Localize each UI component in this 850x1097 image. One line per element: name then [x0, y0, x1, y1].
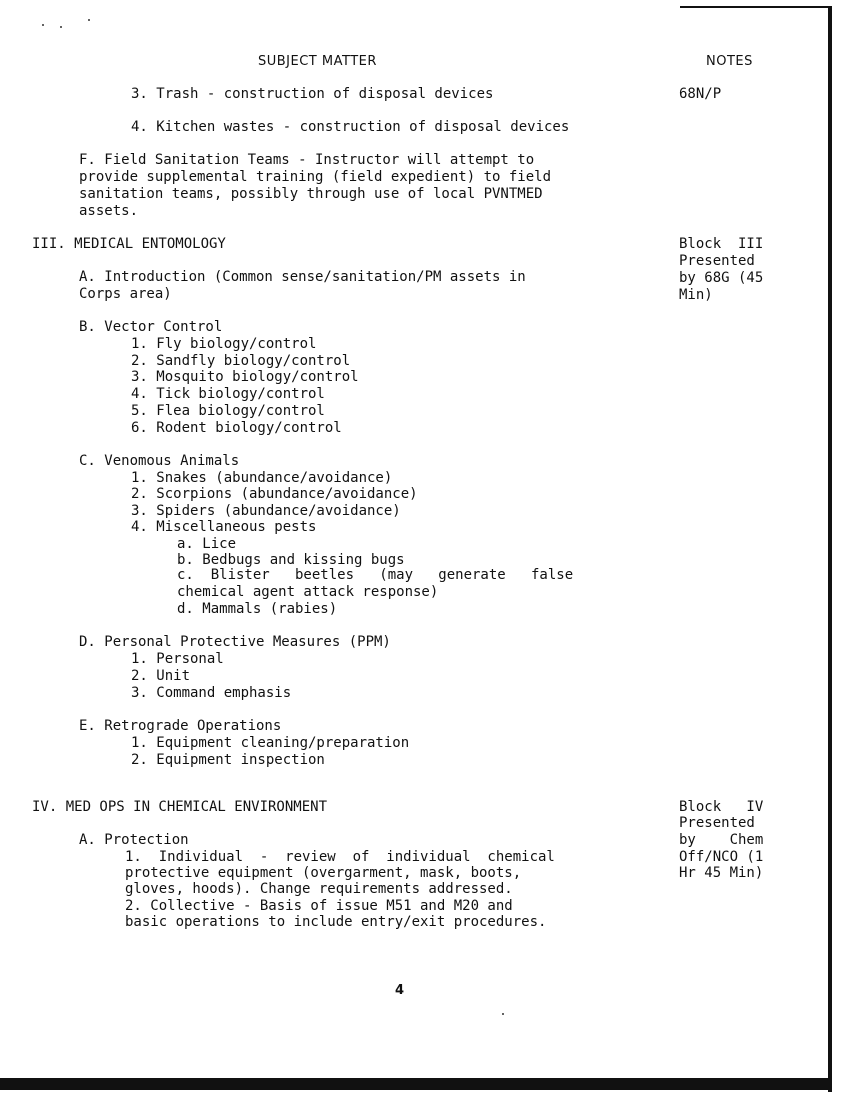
- body-line: E. Retrograde Operations: [79, 718, 282, 734]
- list-item: protective equipment (overgarment, mask, boots,: [125, 865, 522, 881]
- body-line: assets.: [79, 203, 139, 219]
- list-item: 3. Spiders (abundance/avoidance): [131, 503, 401, 519]
- body-line: A. Protection: [79, 832, 189, 848]
- list-item: basic operations to include entry/exit procedures.: [125, 914, 547, 930]
- note-line: 68N/P: [679, 86, 722, 102]
- scan-edge-top: [680, 6, 830, 8]
- list-item: 3. Command emphasis: [131, 685, 292, 701]
- list-item: 3. Mosquito biology/control: [131, 369, 359, 385]
- page-number: 4: [395, 983, 405, 998]
- list-item: gloves, hoods). Change requirements addressed.: [125, 881, 513, 897]
- note-line: Block III: [679, 236, 764, 252]
- body-line: D. Personal Protective Measures (PPM): [79, 634, 391, 650]
- list-item: 5. Flea biology/control: [131, 403, 325, 419]
- scan-speck: [42, 24, 44, 26]
- scan-speck: [60, 26, 62, 28]
- list-item: 4. Tick biology/control: [131, 386, 325, 402]
- scan-speck: [88, 19, 90, 21]
- note-line: Presented: [679, 815, 755, 831]
- list-item: 1. Equipment cleaning/preparation: [131, 735, 410, 751]
- note-line: Block IV: [679, 799, 764, 815]
- note-line: by Chem: [679, 832, 764, 848]
- list-item: 1. Personal: [131, 651, 224, 667]
- body-line: B. Vector Control: [79, 319, 223, 335]
- note-line: Hr 45 Min): [679, 865, 764, 881]
- note-line: Presented: [679, 253, 755, 269]
- list-item: 4. Miscellaneous pests: [131, 519, 317, 535]
- body-line: A. Introduction (Common sense/sanitation/PM assets in: [79, 269, 526, 285]
- list-item: b. Bedbugs and kissing bugs: [177, 552, 405, 568]
- list-item: 2. Collective - Basis of issue M51 and M20 and: [125, 898, 513, 914]
- section-heading: III. MEDICAL ENTOMOLOGY: [32, 236, 226, 252]
- list-item: chemical agent attack response): [177, 584, 439, 600]
- subject-matter-heading: SUBJECT MATTER: [258, 54, 377, 69]
- list-item: 1. Individual - review of individual chemical: [125, 849, 555, 865]
- scan-edge-bottom: [0, 1078, 832, 1090]
- scan-speck: [502, 1013, 504, 1015]
- note-line: Min): [679, 287, 713, 303]
- body-line: F. Field Sanitation Teams - Instructor will attempt to: [79, 152, 535, 168]
- body-line: C. Venomous Animals: [79, 453, 240, 469]
- body-line: 4. Kitchen wastes - construction of disposal devices: [131, 119, 570, 135]
- note-line: Off/NCO (1: [679, 849, 764, 865]
- scan-edge-right: [828, 6, 832, 1092]
- note-line: by 68G (45: [679, 270, 764, 286]
- list-item: 2. Unit: [131, 668, 191, 684]
- list-item: 2. Sandfly biology/control: [131, 353, 351, 369]
- section-heading: IV. MED OPS IN CHEMICAL ENVIRONMENT: [32, 799, 328, 815]
- list-item: 2. Scorpions (abundance/avoidance): [131, 486, 418, 502]
- list-item: d. Mammals (rabies): [177, 601, 338, 617]
- body-line: 3. Trash - construction of disposal devices: [131, 86, 494, 102]
- list-item: c. Blister beetles (may generate false: [177, 567, 574, 583]
- body-line: Corps area): [79, 286, 172, 302]
- body-line: sanitation teams, possibly through use of local PVNTMED: [79, 186, 543, 202]
- notes-heading: NOTES: [706, 54, 753, 69]
- list-item: 1. Fly biology/control: [131, 336, 317, 352]
- body-line: provide supplemental training (field expedient) to field: [79, 169, 552, 185]
- list-item: 2. Equipment inspection: [131, 752, 325, 768]
- list-item: 1. Snakes (abundance/avoidance): [131, 470, 393, 486]
- list-item: 6. Rodent biology/control: [131, 420, 342, 436]
- list-item: a. Lice: [177, 536, 237, 552]
